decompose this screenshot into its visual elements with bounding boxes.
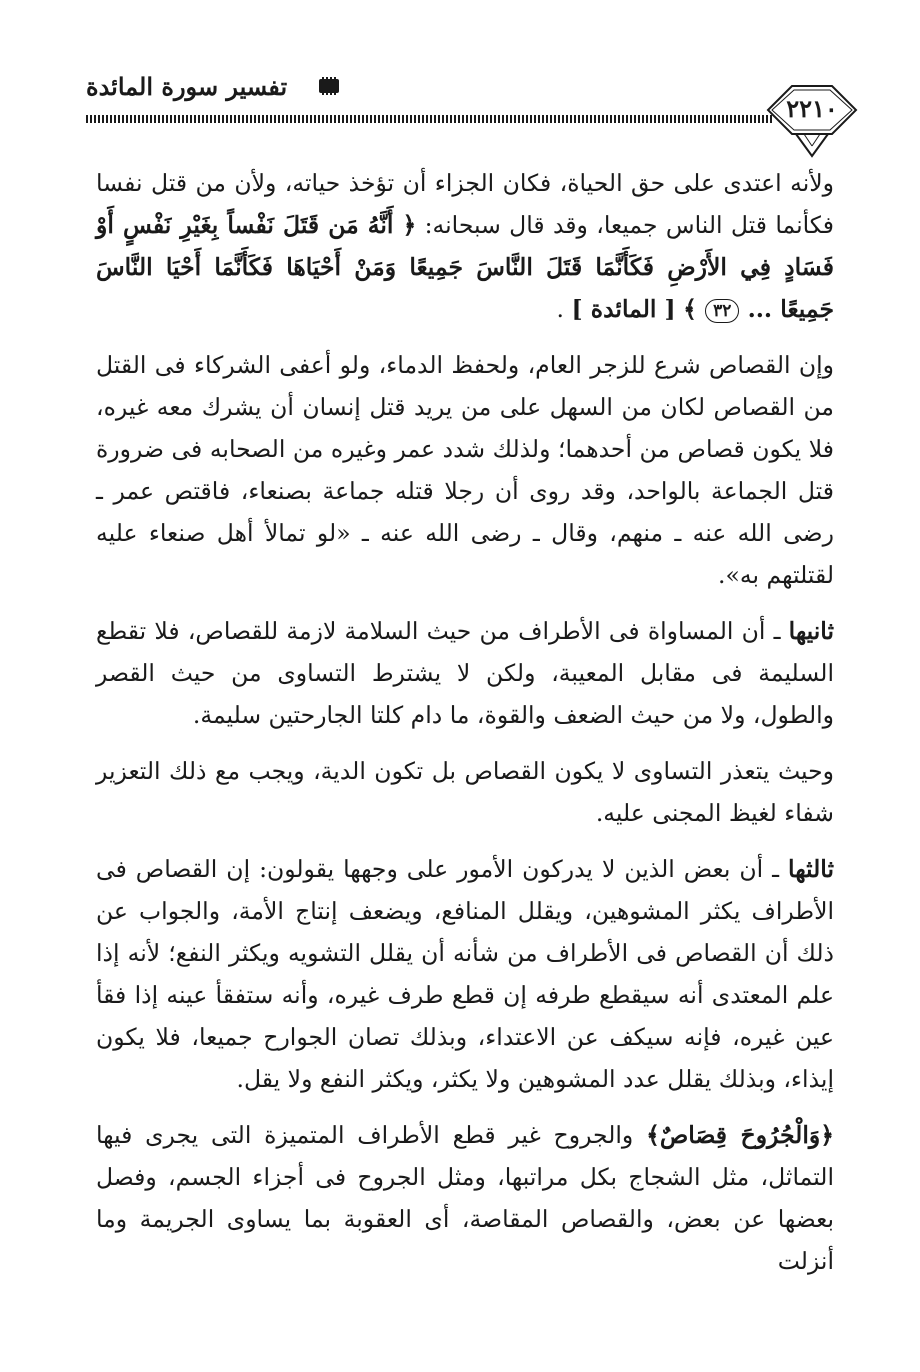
paragraph-2 [96, 344, 834, 596]
paragraph-1: ولأنه اعتدى على حق الحياة، فكان الجزاء أن تؤخذ حياته، ولأن من قتل نفسا فكأنما قتل الناس جميعا، وقد قال سبحانه: ﴿ أَنَّهُ مَن قَتَلَ نَفْساً بِغَيْرِ نَفْسٍ أَوْ فَسَادٍ فِي الأَرْضِ فَكَأَنَّمَا قَتَلَ النَّاسَ جَمِيعًا وَمَنْ أَحْيَاهَا فَكَأَنَّمَا أَحْيَا النَّاسَ جَمِيعًا ... ٣٢ ﴾ [ المائدة ] . [96, 169, 834, 323]
page-body [96, 162, 834, 1282]
ayah-number-mark: ٣٢ [705, 299, 739, 323]
paragraph-text: ولأنه اعتدى على حق الحياة، فكان الجزاء أن تؤخذ حياته، ولأن من قتل نفسا فكأنما قتل الناس جميعا، وقد قال سبحانه: [96, 169, 834, 239]
verse-close: ﴾ [683, 295, 706, 323]
paragraph-lead: ثانيها [788, 617, 834, 645]
verse-source: [ المائدة ] [571, 295, 676, 323]
paragraph-text: ـ أن بعض الذين لا يدركون الأمور على وجهها يقولون: إن القصاص فى الأطراف يكثر المشوهين، ويقلل المنافع، ويضعف إنتاج الأمة، والجواب عن ذلك أن القصاص فى الأطراف من شأنه أن يقلل التشويه ويكثر النفع؛ لأنه إذا علم المعتدى أنه سيقطع طرفه إن قطع طرف غيره، وأنه ستفقأ عينه إذا فقأ عين غيره، فإنه سيكف عن الاعتداء، وبذلك تصان الجوارح جميعا، فلا يكون إيذاء، وبذلك يقلل عدد المشوهين ولا يكثر، ويكثر النفع ولا يقل. [96, 855, 834, 1093]
book-ornament-icon [318, 76, 340, 96]
paragraph-6 [96, 1114, 834, 1282]
paragraph-text: وإن القصاص شرع للزجر العام، ولحفظ الدماء، ولو أعفى الشركاء فى القتل من القصاص لكان من السهل على من يريد قتل إنسان أن يشرك معه غيره، فلا يكون قصاص من أحدهما؛ ولذلك شدد عمر وغيره من الصحابه فى ضرورة قتل الجماعة بالواحد، وقد روى أن رجلا قتله جماعة بصنعاء، فاقتص عمر ـ رضى الله عنه ـ منهم، وقال ـ رضى الله عنه ـ «لو تمالأ أهل صنعاء عليه لقتلتهم به». [96, 351, 834, 589]
quran-verse: ﴿وَالْجُرُوحَ قِصَاصٌ﴾ [646, 1121, 834, 1149]
page-number: ٢٢١٠ [786, 94, 838, 123]
paragraph-text: وحيث يتعذر التساوى لا يكون القصاص بل تكون الدية، ويجب مع ذلك التعزير شفاء لغيظ المجنى عليه. [96, 757, 834, 827]
paragraph-lead: ثالثها [788, 855, 834, 883]
paragraph-3 [96, 610, 834, 736]
paragraph-text: والجروح غير قطع الأطراف المتميزة التى يجرى فيها التماثل، مثل الشجاج بكل مراتبها، ومثل الجروح فى أجزاء الجسم، وفصل بعضها عن بعض، والقصاص المقاصة، أى العقوبة بما يساوى الجريمة وما أنزلت [96, 1121, 834, 1275]
quran-verse: ﴿ أَنَّهُ مَن قَتَلَ نَفْساً بِغَيْرِ نَفْسٍ أَوْ فَسَادٍ فِي الأَرْضِ فَكَأَنَّمَا قَتَلَ النَّاسَ جَمِيعًا وَمَنْ أَحْيَاهَا فَكَأَنَّمَا أَحْيَا النَّاسَ جَمِيعًا ... [96, 211, 834, 323]
running-title: تفسير سورة المائدة [86, 72, 288, 101]
header-rule [86, 115, 774, 123]
page-header [0, 0, 920, 160]
paragraph-5 [96, 848, 834, 1100]
paragraph-text: ـ أن المساواة فى الأطراف من حيث السلامة لازمة للقصاص، فلا تقطع السليمة فى مقابل المعيبة، ولكن لا يشترط التساوى من حيث القصر والطول، ولا من حيث الضعف والقوة، ما دام كلتا الجارحتين سليمة. [96, 617, 834, 729]
paragraph-4 [96, 750, 834, 834]
